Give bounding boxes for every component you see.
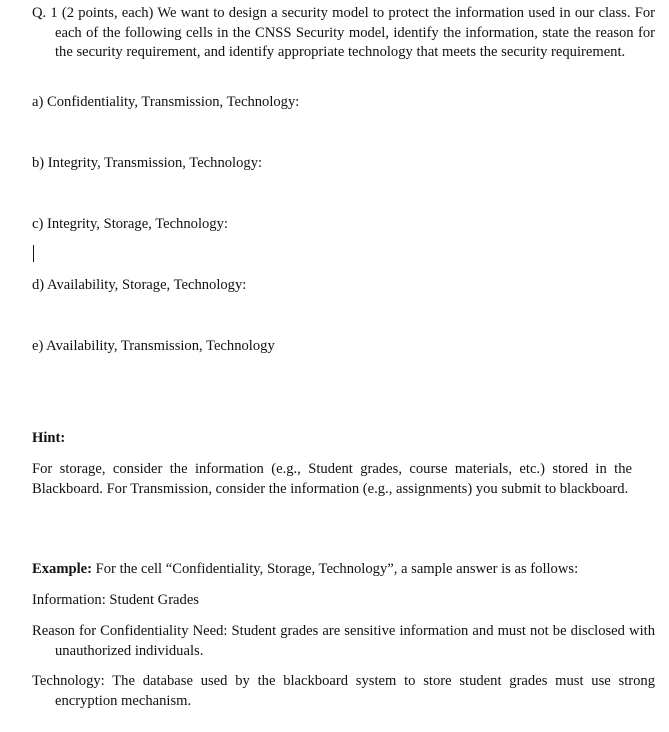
text-cursor bbox=[33, 245, 34, 262]
question-text: Q. 1 (2 points, each) We want to design a security model to protect the information used in our class. For each of the following cells in the CNSS Security model, identify the information, state the reason for the security requirement, and identify appropriate technology that meets the security requirement. bbox=[32, 5, 655, 61]
example-intro-line bbox=[32, 560, 632, 580]
example-intro: For the cell “Confidentiality, Storage, Technology”, a sample answer is as follows: bbox=[92, 561, 579, 577]
part-d-label: d) Availability, Storage, Technology: bbox=[32, 277, 247, 293]
hint-text: For storage, consider the information (e.g., Student grades, course materials, etc.) stored in the Blackboard. For Transmission, consider the information (e.g., assignments) you submit to blackboard. bbox=[32, 461, 632, 497]
example-technology: Technology: The database used by the blackboard system to store student grades must use strong encryption mechanism. bbox=[32, 673, 655, 709]
part-c-label: c) Integrity, Storage, Technology: bbox=[32, 216, 228, 232]
example-information: Information: Student Grades bbox=[32, 592, 199, 608]
example-heading: Example: bbox=[32, 561, 92, 577]
example-reason: Reason for Confidentiality Need: Student grades are sensitive information and must not be disclosed with unauthorized individuals. bbox=[32, 623, 655, 659]
part-a-label: a) Confidentiality, Transmission, Technology: bbox=[32, 94, 300, 110]
part-e-label: e) Availability, Transmission, Technology bbox=[32, 338, 275, 354]
part-b-label: b) Integrity, Transmission, Technology: bbox=[32, 155, 263, 171]
hint-heading: Hint: bbox=[32, 430, 66, 446]
